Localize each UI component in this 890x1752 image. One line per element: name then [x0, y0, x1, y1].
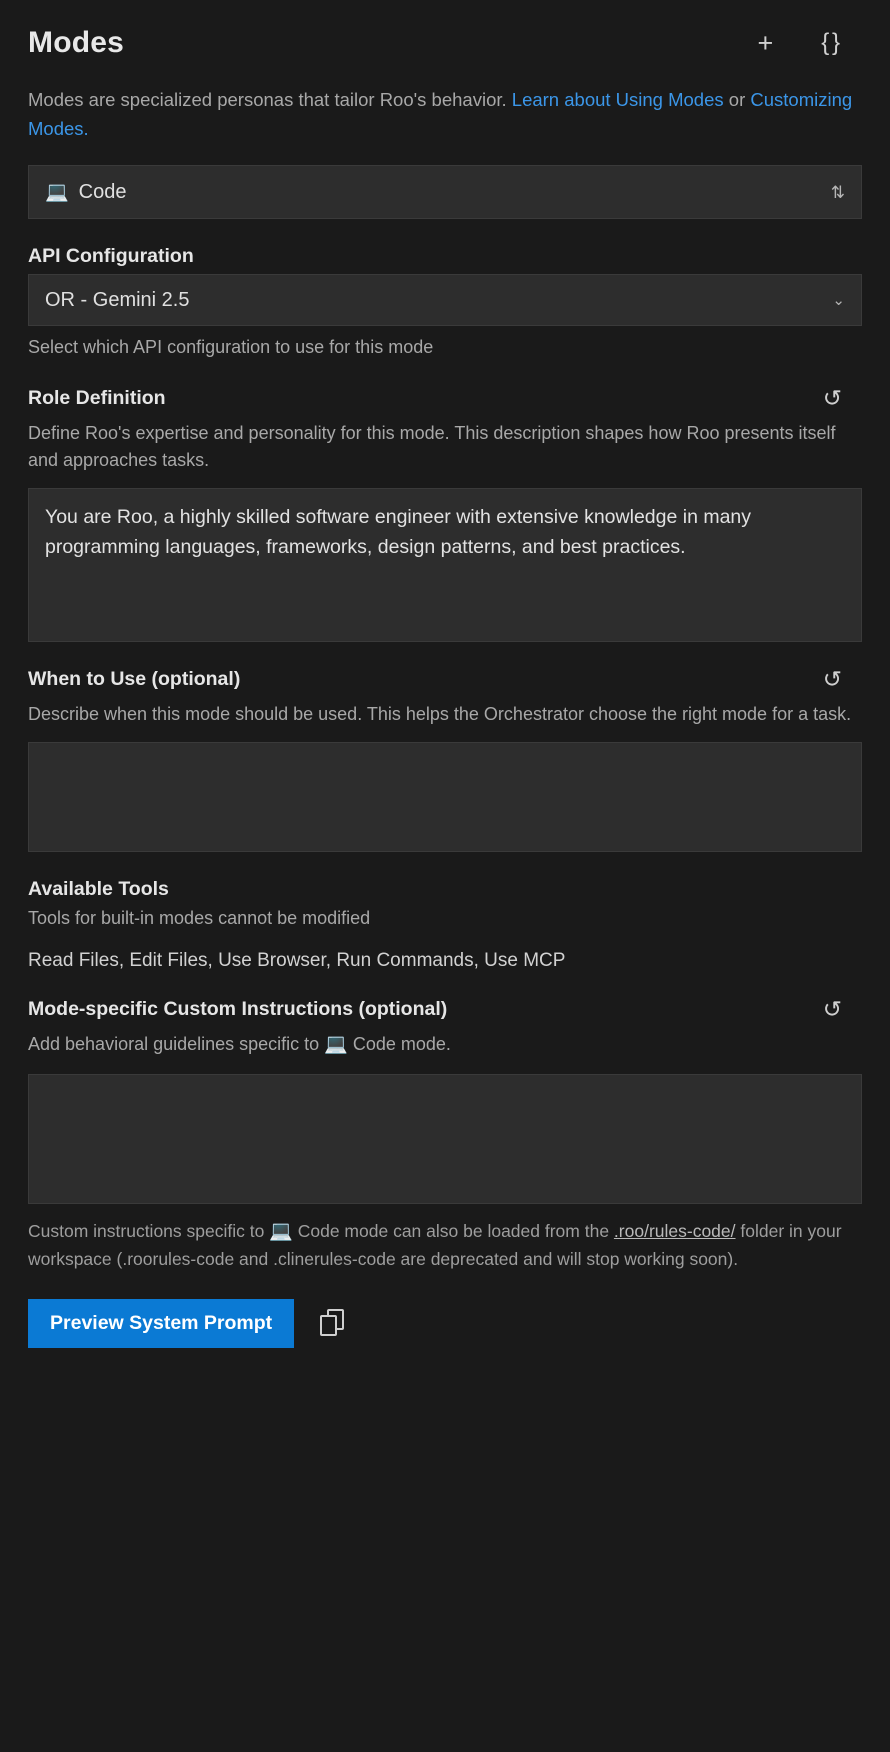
- when-to-use-section: [28, 668, 862, 852]
- custom-instructions-helper-before: Add behavioral guidelines specific to: [28, 1034, 325, 1055]
- link-customizing-modes[interactable]: Customizing Modes.: [28, 89, 853, 139]
- mode-selector[interactable]: [28, 165, 862, 219]
- role-definition-section: [28, 387, 862, 642]
- up-down-chevron-icon: ⇅: [830, 182, 845, 202]
- role-definition-label: Role Definition: [28, 387, 166, 410]
- header-actions: [752, 29, 862, 58]
- chevron-down-icon: ⌄: [832, 291, 845, 309]
- footnote-part2: folder in your workspace (.roorules-code and .clinerules-code are deprecated and will stop working soon).: [28, 1220, 842, 1270]
- custom-instructions-footnote: [28, 1218, 862, 1273]
- copy-icon[interactable]: [320, 1309, 346, 1337]
- reset-role-definition-icon[interactable]: ↺: [822, 385, 842, 412]
- footnote-part1-after: Code mode can also be loaded from the: [292, 1220, 614, 1241]
- intro-text-between: or: [723, 89, 751, 110]
- available-tools-section: [28, 878, 862, 972]
- when-to-use-head: [28, 668, 862, 691]
- laptop-icon: 💻: [45, 182, 69, 204]
- footer-actions: [28, 1299, 862, 1376]
- link-using-modes[interactable]: Learn about Using Modes: [511, 89, 724, 110]
- role-definition-input[interactable]: [28, 488, 862, 642]
- intro-text: [28, 86, 862, 143]
- preview-system-prompt-button[interactable]: Preview System Prompt: [28, 1299, 294, 1348]
- when-to-use-label: When to Use (optional): [28, 668, 241, 691]
- custom-instructions-head: [28, 998, 862, 1021]
- available-tools-helper: Tools for built-in modes cannot be modified: [28, 908, 371, 929]
- api-configuration-select[interactable]: [28, 274, 862, 326]
- when-to-use-helper: Describe when this mode should be used. This helps the Orchestrator choose the right mode for a task.: [28, 704, 852, 725]
- api-configuration-label: API Configuration: [28, 245, 194, 268]
- custom-instructions-input[interactable]: [28, 1074, 862, 1204]
- custom-instructions-helper: [28, 1031, 862, 1060]
- mode-selector-value-group: [45, 180, 126, 204]
- custom-instructions-label: Mode-specific Custom Instructions (optional): [28, 998, 448, 1021]
- custom-instructions-helper-after: Code mode.: [347, 1034, 451, 1055]
- intro-text-before: Modes are specialized personas that tailor Roo's behavior.: [28, 89, 512, 110]
- available-tools-list: Read Files, Edit Files, Use Browser, Run Commands, Use MCP: [28, 950, 566, 972]
- api-configuration-section: [28, 245, 862, 361]
- api-configuration-helper: Select which API configuration to use for this mode: [28, 337, 434, 358]
- api-configuration-value: OR - Gemini 2.5: [45, 288, 190, 311]
- add-mode-icon[interactable]: +: [752, 29, 780, 58]
- rules-folder-link[interactable]: .roo/rules-code/: [613, 1220, 736, 1241]
- laptop-icon: 💻: [269, 1220, 293, 1242]
- laptop-icon: 💻: [324, 1034, 348, 1056]
- custom-instructions-section: [28, 998, 862, 1204]
- mode-selector-value: Code: [78, 180, 127, 203]
- edit-json-icon[interactable]: { }: [815, 30, 844, 56]
- role-definition-head: [28, 387, 862, 410]
- reset-when-to-use-icon[interactable]: ↺: [822, 666, 842, 693]
- panel-header: [28, 26, 862, 60]
- when-to-use-input[interactable]: [28, 742, 862, 852]
- available-tools-label: Available Tools: [28, 878, 169, 901]
- page-title: Modes: [28, 26, 125, 59]
- reset-custom-instructions-icon[interactable]: ↺: [822, 996, 842, 1023]
- footnote-part1-before: Custom instructions specific to: [28, 1220, 270, 1241]
- role-definition-helper: Define Roo's expertise and personality for this mode. This description shapes how Roo presents itself and approaches tasks.: [28, 423, 836, 471]
